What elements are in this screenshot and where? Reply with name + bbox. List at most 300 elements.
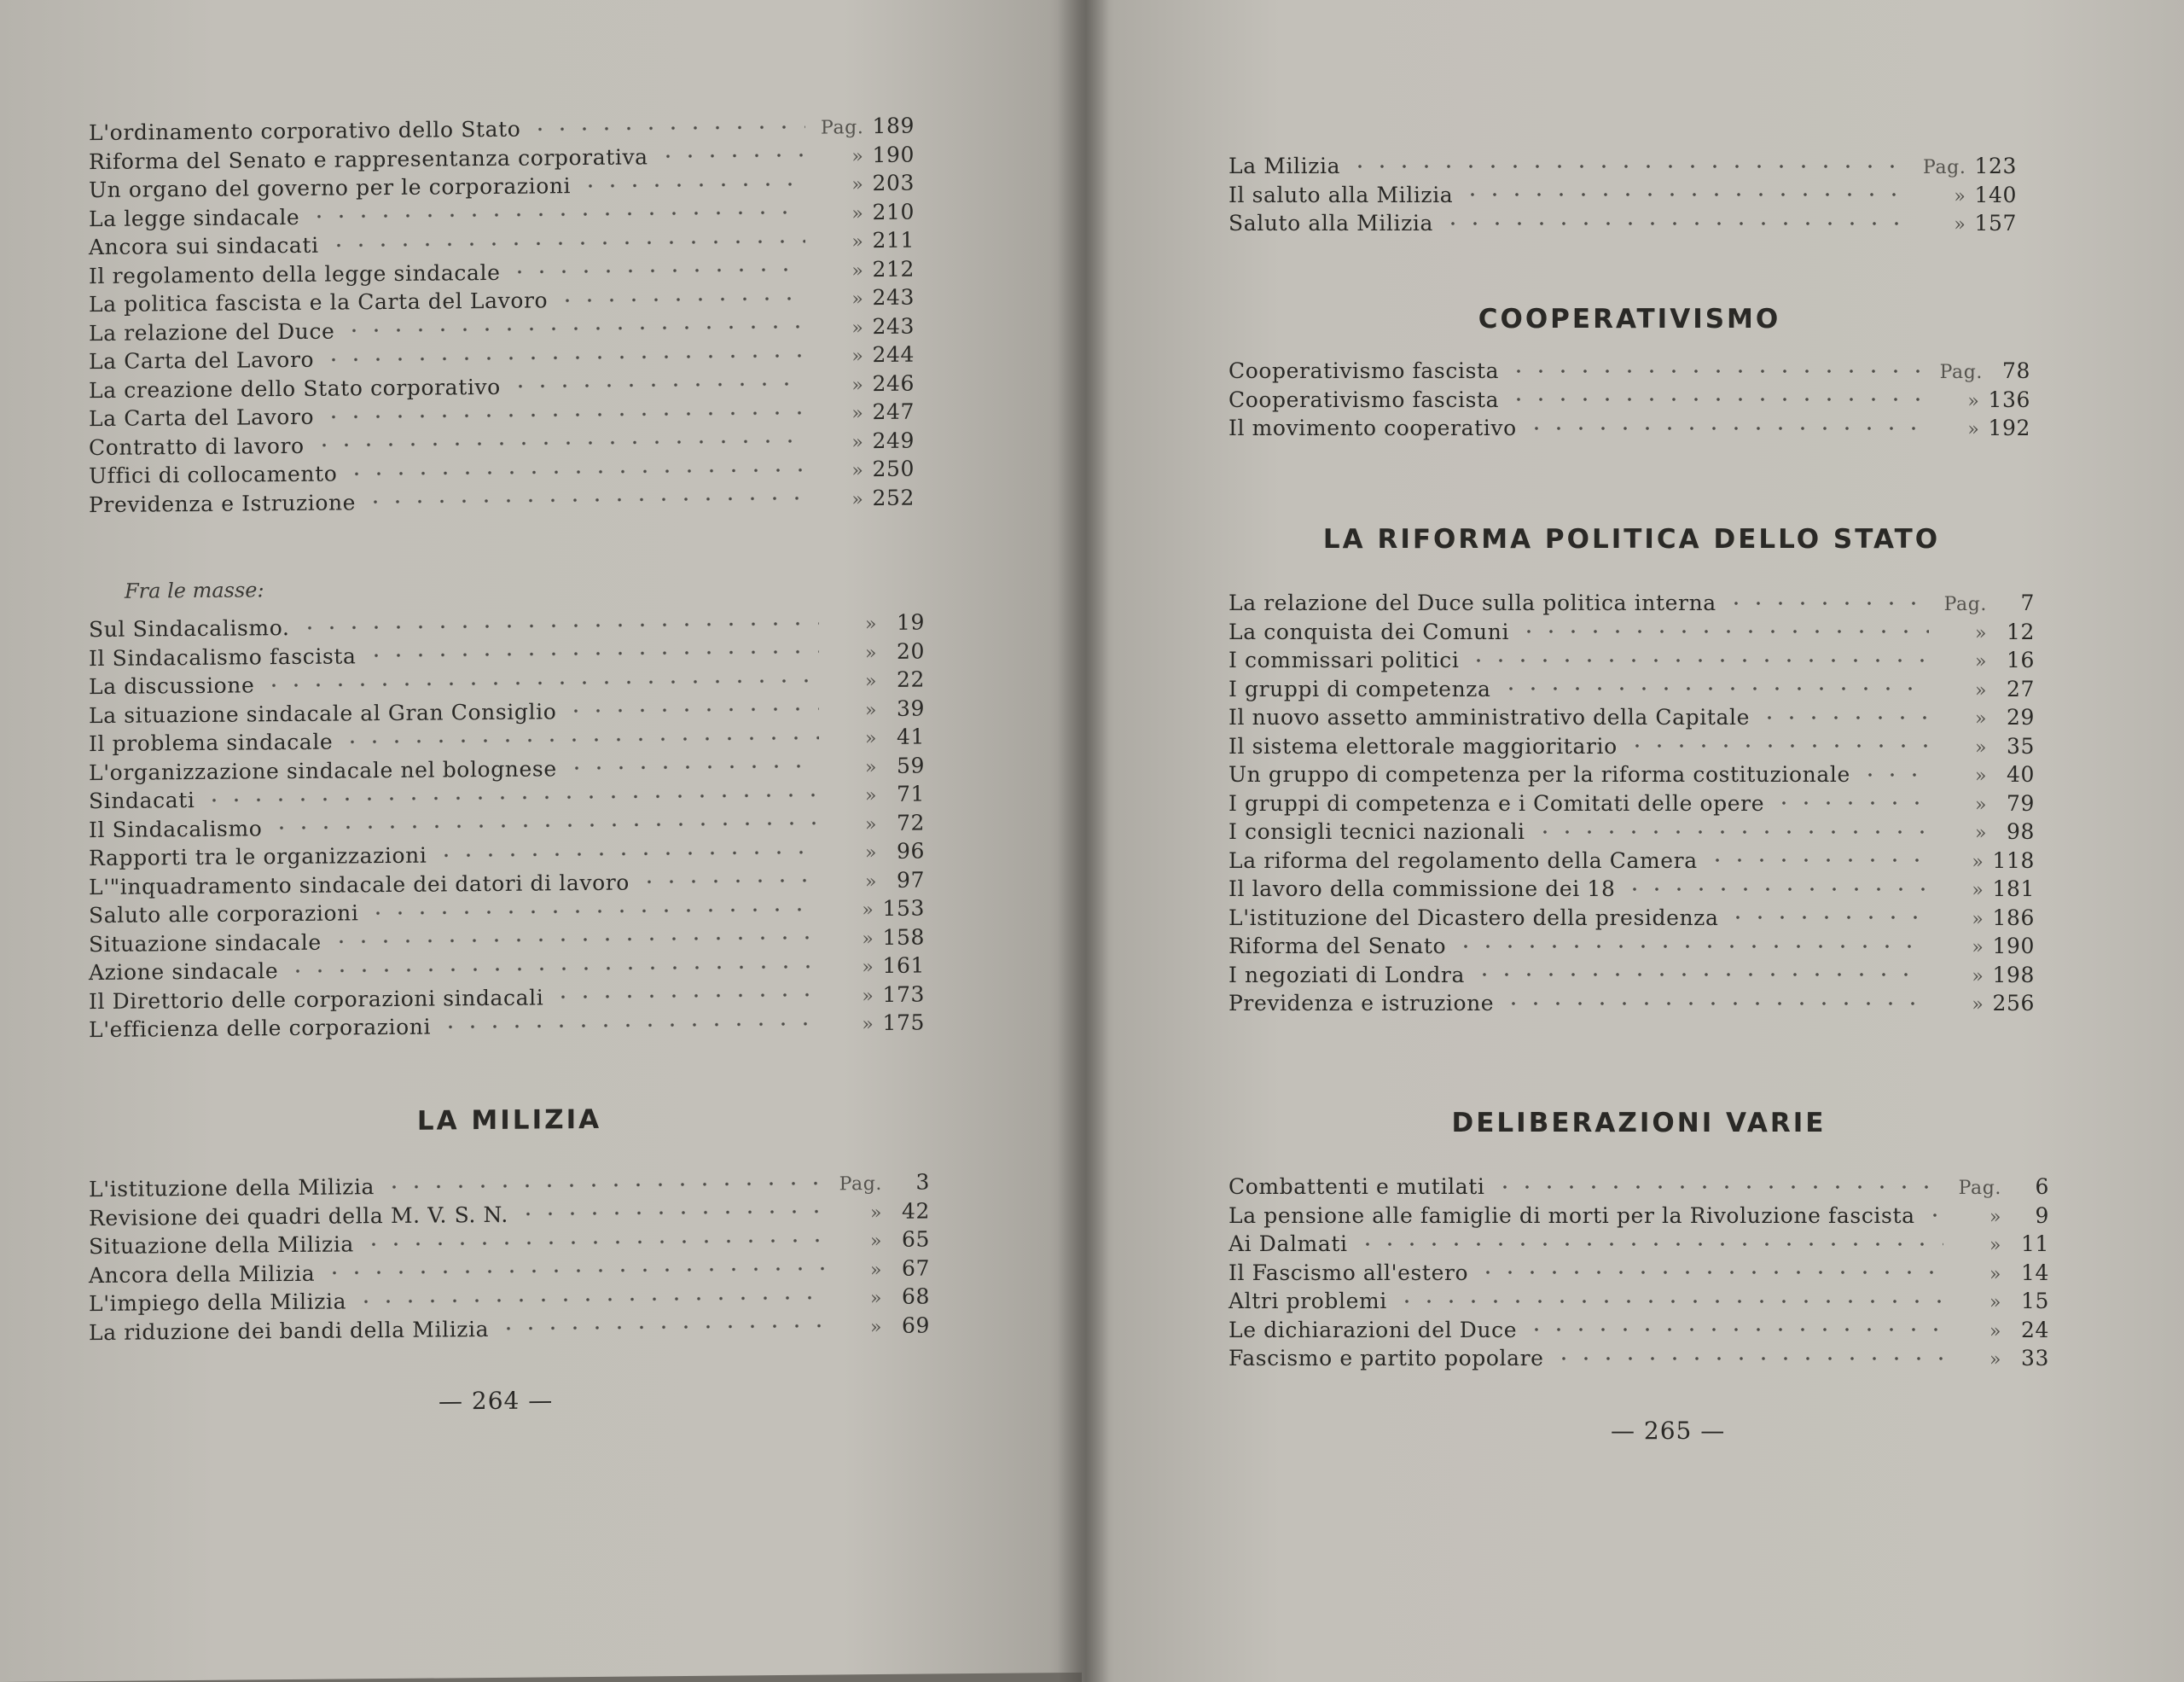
toc-entry-page: 59 xyxy=(896,753,925,778)
section-heading: COOPERATIVISMO xyxy=(1478,304,1781,335)
toc-entry-title: L'organizzazione sindacale nel bolognese xyxy=(89,755,557,785)
dot-leader xyxy=(657,152,806,160)
toc-entry-page: 247 xyxy=(872,399,915,425)
toc-entry-title: Ancora sui sindacati xyxy=(89,232,319,260)
toc-entry xyxy=(1228,386,2030,415)
dot-leader xyxy=(1534,829,1929,835)
toc-entry-title: Uffici di collocamento xyxy=(89,461,338,489)
dot-leader xyxy=(299,620,820,631)
page-ref-marker: » xyxy=(1974,708,1987,730)
toc-section-corporations xyxy=(89,112,915,519)
toc-entry-page: 16 xyxy=(2006,648,2035,672)
dot-leader xyxy=(341,734,819,745)
page-ref-marker: » xyxy=(862,985,874,1007)
toc-entry-title: Un organo del governo per le corporazioni xyxy=(89,173,572,203)
toc-entry-title: Il problema sindacale xyxy=(89,729,334,757)
toc-entry-page: 190 xyxy=(872,142,915,167)
toc-entry-title: Sul Sindacalismo. xyxy=(89,615,290,643)
toc-entry xyxy=(1228,181,2017,210)
toc-entry-page: 192 xyxy=(1988,416,2030,440)
toc-entry-title: La Carta del Lavoro xyxy=(89,346,315,375)
toc-entry-page: 29 xyxy=(2006,705,2035,730)
page-ref-marker: » xyxy=(1954,185,1966,207)
page-ref-marker: » xyxy=(851,431,864,453)
page-number: — 265 — xyxy=(1611,1417,1726,1445)
toc-entry-title: La situazione sindacale al Gran Consiglio xyxy=(89,698,557,728)
toc-entry-title: La Carta del Lavoro xyxy=(89,404,315,432)
toc-entry-title: Il lavoro della commissione dei 18 xyxy=(1228,876,1616,901)
page-ref-marker: » xyxy=(1972,908,1984,930)
toc-entry-title: Revisione dei quadri della M. V. S. N. xyxy=(89,1202,508,1231)
toc-entry-title: Riforma del Senato e rappresentanza corporativa xyxy=(89,143,648,174)
toc-entry-page: 118 xyxy=(1992,847,2035,873)
toc-entry-page: 11 xyxy=(2020,1231,2049,1256)
toc-section-cooperativismo xyxy=(1228,304,2030,443)
toc-entry xyxy=(1228,357,2030,386)
dot-leader xyxy=(552,992,816,1001)
toc-entry-page: 243 xyxy=(872,313,915,339)
toc-entry-title: La conquista dei Comuni xyxy=(1228,619,1510,644)
dot-leader xyxy=(287,963,816,974)
page-ref-marker: » xyxy=(851,288,864,311)
toc-entry-page: 35 xyxy=(2006,733,2035,759)
toc-entry-page: 249 xyxy=(872,428,915,453)
dot-leader xyxy=(263,677,819,689)
dot-leader xyxy=(346,467,805,478)
dot-leader xyxy=(308,209,805,220)
page-ref-marker: Pag. xyxy=(821,117,864,139)
toc-entry xyxy=(1228,847,2035,876)
page-ref-marker: » xyxy=(1989,1320,2001,1342)
page-ref-marker: Pag. xyxy=(1943,594,1987,615)
toc-entry xyxy=(89,1009,925,1045)
page-ref-marker: » xyxy=(1967,390,1980,412)
toc-entry-page: 189 xyxy=(872,113,915,139)
page-ref-marker: » xyxy=(869,1259,882,1281)
dot-leader xyxy=(566,763,819,772)
dot-leader xyxy=(203,791,819,803)
toc-section-milizia-cont xyxy=(1228,152,2017,238)
page-ref-marker: » xyxy=(864,642,877,664)
dot-leader xyxy=(365,649,819,660)
dot-leader xyxy=(509,381,806,390)
dot-leader xyxy=(508,266,805,276)
toc-entry xyxy=(1228,1287,2049,1316)
toc-entry-title: La legge sindacale xyxy=(89,204,300,231)
toc-entry-page: 78 xyxy=(2001,358,2030,383)
toc-entry-title: La relazione del Duce xyxy=(89,318,335,346)
dot-leader xyxy=(638,877,819,886)
page-ref-marker: » xyxy=(1972,851,1984,873)
dot-leader xyxy=(313,438,806,449)
dot-leader xyxy=(439,1020,816,1030)
toc-entry-page: 41 xyxy=(896,724,925,749)
page-ref-marker: » xyxy=(864,671,877,693)
toc-entry-title: La discussione xyxy=(89,672,255,700)
toc-entry-page: 65 xyxy=(901,1226,930,1252)
toc-entry-title: I consigli tecnici nazionali xyxy=(1228,819,1525,844)
page-ref-marker: » xyxy=(869,1230,882,1253)
toc-entry-title: Il nuovo assetto amministrativo della Capitale xyxy=(1228,705,1750,730)
toc-entry-page: 244 xyxy=(872,341,915,368)
toc-entry xyxy=(1228,618,2035,647)
page-ref-marker: » xyxy=(1974,651,1987,672)
toc-entry-page: 98 xyxy=(2006,819,2035,844)
page-ref-marker: » xyxy=(869,1287,882,1310)
page-ref-marker: » xyxy=(869,1316,882,1338)
toc-entry xyxy=(89,1311,930,1347)
toc-entry-page: 181 xyxy=(1992,876,2035,901)
page-ref-marker: » xyxy=(1989,1349,2001,1371)
toc-entry-page: 190 xyxy=(1992,934,2035,958)
toc-entry-page: 14 xyxy=(2020,1260,2049,1285)
dot-leader xyxy=(1461,191,1908,198)
dot-leader xyxy=(1924,1212,1943,1219)
toc-entry xyxy=(1228,1230,2049,1259)
toc-entry xyxy=(1228,152,2017,181)
toc-section-deliberazioni xyxy=(1228,1108,2049,1373)
toc-entry-title: L'impiego della Milizia xyxy=(89,1289,347,1317)
page-ref-marker: » xyxy=(862,928,874,950)
page-ref-marker: » xyxy=(1972,937,1984,958)
toc-entry-page: 161 xyxy=(882,952,925,978)
page-ref-marker: » xyxy=(851,317,864,339)
dot-leader xyxy=(565,706,819,715)
toc-entry xyxy=(1228,961,2035,990)
page-ref-marker: » xyxy=(869,1202,882,1224)
page-ref-marker: » xyxy=(851,403,864,425)
toc-entry-title: Rapporti tra le organizzazioni xyxy=(89,842,427,871)
page-ref-marker: » xyxy=(1974,765,1987,787)
dot-leader xyxy=(517,1208,824,1218)
toc-entry-title: Il saluto alla Milizia xyxy=(1228,182,1454,207)
page-ref-marker: » xyxy=(864,785,877,807)
page-ref-marker: Pag. xyxy=(1958,1178,2001,1199)
page-ref-marker: » xyxy=(1989,1206,2001,1228)
toc-entry-title: Previdenza e istruzione xyxy=(1228,991,1495,1016)
dot-leader xyxy=(1525,425,1922,432)
page-ref-marker: » xyxy=(864,699,877,721)
dot-leader xyxy=(383,1179,824,1190)
page-ref-marker: » xyxy=(1972,994,1984,1016)
page-ref-marker: » xyxy=(1974,736,1987,759)
toc-entry xyxy=(1228,932,2035,961)
page-ref-marker: » xyxy=(851,460,864,482)
dot-leader xyxy=(355,1294,824,1305)
toc-entry-page: 211 xyxy=(872,227,915,253)
toc-entry-page: 96 xyxy=(896,838,925,864)
toc-entry-title: Le dichiarazioni del Duce xyxy=(1228,1317,1518,1342)
page-ref-marker: » xyxy=(862,957,874,979)
toc-entry-title: La Milizia xyxy=(1228,154,1341,178)
toc-entry-title: Saluto alla Milizia xyxy=(1228,211,1433,236)
page-ref-marker: » xyxy=(1974,622,1987,644)
toc-entry-title: Il regolamento della legge sindacale xyxy=(89,259,501,288)
dot-leader xyxy=(363,1237,824,1248)
dot-leader xyxy=(1356,1241,1943,1248)
toc-entry-page: 40 xyxy=(2006,762,2035,787)
toc-entry-page: 186 xyxy=(1992,905,2035,930)
page-ref-marker: » xyxy=(864,728,877,750)
page-ref-marker: Pag. xyxy=(839,1173,882,1196)
toc-entry-title: L'efficienza delle corporazioni xyxy=(89,1014,432,1043)
toc-entry-title: Il Sindacalismo xyxy=(89,815,263,842)
toc-entry-page: 210 xyxy=(872,199,915,224)
page-ref-marker: » xyxy=(851,488,864,510)
page-ref-marker: » xyxy=(864,870,877,893)
toc-entry xyxy=(1228,209,2017,238)
toc-entry-page: 198 xyxy=(1992,962,2035,987)
toc-entry-title: Saluto alle corporazioni xyxy=(89,900,359,928)
toc-entry-title: I gruppi di competenza xyxy=(1228,676,1491,701)
dot-leader xyxy=(1467,657,1929,664)
right-page xyxy=(1082,0,2184,1682)
toc-entry-page: 256 xyxy=(1992,991,2035,1016)
dot-leader xyxy=(367,905,816,917)
toc-entry xyxy=(1228,1316,2049,1345)
toc-entry-title: Situazione della Milizia xyxy=(89,1231,354,1260)
toc-entry xyxy=(1228,675,2035,704)
toc-entry-title: Fascismo e partito popolare xyxy=(1228,1346,1544,1371)
toc-entry-title: La relazione del Duce sulla politica interna xyxy=(1228,591,1716,615)
toc-entry-title: Il Sindacalismo fascista xyxy=(89,643,357,671)
section-heading: DELIBERAZIONI VARIE xyxy=(1451,1108,1827,1138)
page-ref-marker: » xyxy=(851,374,864,396)
toc-entry-title: Un gruppo di competenza per la riforma costituzionale xyxy=(1228,762,1850,787)
dot-leader xyxy=(1859,771,1929,778)
dot-leader xyxy=(1553,1355,1943,1362)
dot-leader xyxy=(364,495,805,506)
page-ref-marker: » xyxy=(1954,214,1966,236)
dot-leader xyxy=(1494,1184,1943,1190)
toc-entry-title: Situazione sindacale xyxy=(89,929,322,957)
toc-entry-title: I negoziati di Londra xyxy=(1228,962,1465,987)
dot-leader xyxy=(328,238,806,249)
toc-entry-title: Contratto di lavoro xyxy=(89,433,305,460)
toc-entry-page: 42 xyxy=(901,1197,930,1224)
toc-entry-page: 97 xyxy=(896,867,925,893)
section-heading: LA MILIZIA xyxy=(416,1103,602,1137)
toc-entry xyxy=(1228,989,2035,1018)
toc-entry xyxy=(1228,789,2035,818)
dot-leader xyxy=(1507,396,1921,403)
dot-leader xyxy=(529,124,805,133)
toc-entry xyxy=(1228,703,2035,732)
dot-leader xyxy=(1477,1269,1943,1276)
toc-entry-title: I commissari politici xyxy=(1228,648,1460,672)
toc-entry xyxy=(1228,1344,2049,1373)
toc-entry-page: 175 xyxy=(882,1010,925,1035)
page-ref-marker: » xyxy=(1972,965,1984,987)
dot-leader xyxy=(1727,914,1926,921)
toc-section-la-milizia xyxy=(89,1101,930,1347)
toc-entry-page: 203 xyxy=(872,170,915,196)
toc-entry-page: 6 xyxy=(2035,1174,2049,1199)
dot-leader xyxy=(1626,742,1929,749)
page-ref-marker: » xyxy=(864,813,877,835)
toc-entry xyxy=(1228,1202,2049,1231)
page-ref-marker: » xyxy=(864,756,877,778)
page-ref-marker: » xyxy=(1974,823,1987,844)
page-ref-marker: Pag. xyxy=(1939,362,1983,383)
dot-leader xyxy=(1507,368,1925,375)
toc-entry-page: 19 xyxy=(896,609,925,635)
toc-entry-title: Previdenza e Istruzione xyxy=(89,489,357,517)
toc-entry-title: Ancora della Milizia xyxy=(89,1260,316,1288)
toc-entry xyxy=(1228,760,2035,789)
toc-entry-title: Riforma del Senato xyxy=(1228,934,1447,958)
toc-entry-page: 9 xyxy=(2035,1202,2049,1228)
toc-entry-page: 22 xyxy=(896,666,925,692)
toc-entry-title: L'ordinamento corporativo dello Stato xyxy=(89,116,521,146)
toc-entry-title: La riforma del regolamento della Camera xyxy=(1228,847,1698,873)
toc-entry-title: L'istituzione della Milizia xyxy=(89,1174,375,1202)
toc-entry-page: 3 xyxy=(915,1169,930,1195)
toc-entry xyxy=(1228,1173,2049,1202)
page-ref-marker: » xyxy=(1972,880,1984,901)
dot-leader xyxy=(1349,163,1908,170)
toc-entry-page: 15 xyxy=(2020,1289,2049,1313)
page-ref-marker: » xyxy=(851,259,864,282)
toc-entry-page: 158 xyxy=(882,924,925,950)
toc-section-riforma-politica xyxy=(1228,524,2035,1018)
toc-entry-title: I gruppi di competenza e i Comitati delle opere xyxy=(1228,790,1765,816)
dot-leader xyxy=(1473,971,1926,978)
toc-entry-page: 79 xyxy=(2006,790,2035,816)
dot-leader xyxy=(1706,857,1926,864)
page-ref-marker: Pag. xyxy=(1923,157,1966,178)
toc-entry-page: 212 xyxy=(872,256,915,282)
dot-leader xyxy=(322,410,805,421)
toc-entry-page: 12 xyxy=(2006,619,2035,644)
toc-entry-page: 71 xyxy=(896,781,925,806)
page-ref-marker: » xyxy=(1989,1263,2001,1285)
toc-entry-title: L'"inquadramento sindacale dei datori di lavoro xyxy=(89,870,630,899)
toc-entry-page: 20 xyxy=(896,638,925,664)
toc-entry xyxy=(1228,589,2035,618)
section-subheading: Fra le masse: xyxy=(125,578,264,603)
page-ref-marker: » xyxy=(862,1014,874,1036)
dot-leader xyxy=(1518,628,1929,635)
page-ref-marker: » xyxy=(1989,1235,2001,1256)
page-number: — 264 — xyxy=(439,1386,554,1416)
section-heading: LA RIFORMA POLITICA DELLO STATO xyxy=(1322,524,1941,555)
toc-entry xyxy=(1228,414,2030,443)
toc-entry-title: La politica fascista e la Carta del Lavoro xyxy=(89,288,549,317)
toc-entry-title: Cooperativismo fascista xyxy=(1228,387,1500,412)
toc-entry-page: 136 xyxy=(1988,387,2030,412)
toc-entry-page: 69 xyxy=(901,1312,930,1338)
page-ref-marker: » xyxy=(851,231,864,253)
dot-leader xyxy=(1442,220,1908,227)
toc-entry xyxy=(1228,904,2035,933)
toc-entry-page: 7 xyxy=(2020,591,2035,615)
toc-entry-title: La pensione alle famiglie di morti per la Rivoluzione fascista xyxy=(1228,1202,1915,1228)
toc-entry-page: 68 xyxy=(901,1283,930,1309)
dot-leader xyxy=(330,934,816,946)
toc-entry-page: 39 xyxy=(896,695,925,721)
page-ref-marker: » xyxy=(864,614,877,636)
toc-entry-page: 250 xyxy=(872,456,915,482)
page-ref-marker: » xyxy=(851,346,864,368)
page-ref-marker: » xyxy=(1974,679,1987,701)
toc-entry-page: 72 xyxy=(896,810,925,835)
page-ref-marker: » xyxy=(851,145,864,167)
toc-entry-title: La riduzione dei bandi della Milizia xyxy=(89,1316,490,1345)
toc-entry xyxy=(89,483,915,519)
toc-entry xyxy=(1228,646,2035,675)
toc-entry-title: La creazione dello Stato corporativo xyxy=(89,374,501,403)
left-page xyxy=(0,0,1082,1682)
toc-entry-page: 24 xyxy=(2020,1317,2049,1342)
toc-entry-title: Combattenti e mutilati xyxy=(1228,1174,1485,1199)
dot-leader xyxy=(1502,1000,1926,1007)
toc-entry xyxy=(1228,818,2035,847)
page-ref-marker: » xyxy=(1967,419,1980,440)
toc-entry xyxy=(1228,875,2035,904)
toc-entry-page: 67 xyxy=(901,1254,930,1281)
toc-entry-title: Il movimento cooperativo xyxy=(1228,416,1517,440)
dot-leader xyxy=(270,820,819,832)
toc-entry-page: 173 xyxy=(882,981,925,1007)
toc-entry-title: Cooperativismo fascista xyxy=(1228,358,1500,383)
page-ref-marker: » xyxy=(862,899,874,922)
toc-entry-page: 252 xyxy=(872,485,915,510)
page-ref-marker: » xyxy=(851,174,864,196)
dot-leader xyxy=(1623,886,1926,893)
toc-entry-title: Sindacati xyxy=(89,788,195,814)
page-ref-marker: » xyxy=(851,202,864,224)
toc-entry-title: Ai Dalmati xyxy=(1228,1231,1348,1256)
dot-leader xyxy=(1773,800,1929,806)
dot-leader xyxy=(1725,600,1929,607)
dot-leader xyxy=(1758,714,1929,721)
toc-entry-title: Il Fascismo all'estero xyxy=(1228,1260,1469,1285)
dot-leader xyxy=(556,295,805,305)
toc-entry-title: Il Direttorio delle corporazioni sindacali xyxy=(89,984,544,1014)
toc-entry-page: 27 xyxy=(2006,676,2035,701)
toc-entry-title: L'istituzione del Dicastero della presidenza xyxy=(1228,905,1719,930)
dot-leader xyxy=(323,1266,824,1277)
toc-entry-page: 33 xyxy=(2020,1346,2049,1371)
page-ref-marker: » xyxy=(864,842,877,864)
toc-entry-title: Il sistema elettorale maggioritario xyxy=(1228,733,1618,759)
dot-leader xyxy=(322,352,805,364)
toc-entry-page: 140 xyxy=(1974,182,2017,207)
toc-entry-page: 246 xyxy=(872,370,915,396)
toc-entry xyxy=(1228,1259,2049,1288)
toc-entry-page: 243 xyxy=(872,284,915,311)
toc-entry-page: 157 xyxy=(1974,211,2017,236)
dot-leader xyxy=(1396,1298,1943,1305)
dot-leader xyxy=(1500,685,1929,692)
dot-leader xyxy=(435,848,819,858)
dot-leader xyxy=(497,1323,824,1332)
toc-entry-title: Azione sindacale xyxy=(89,958,279,986)
page-ref-marker: » xyxy=(1974,794,1987,816)
dot-leader xyxy=(1525,1326,1943,1333)
toc-entry-title: Altri problemi xyxy=(1228,1289,1387,1313)
book-gutter xyxy=(1058,0,1109,1682)
dot-leader xyxy=(1455,943,1926,950)
toc-section-fra-le-masse xyxy=(89,573,925,1045)
toc-entry xyxy=(1228,732,2035,761)
dot-leader xyxy=(579,181,805,189)
toc-entry-page: 153 xyxy=(882,895,925,921)
toc-entry-page: 123 xyxy=(1974,154,2017,178)
dot-leader xyxy=(343,323,805,335)
page-ref-marker: » xyxy=(1989,1292,2001,1313)
